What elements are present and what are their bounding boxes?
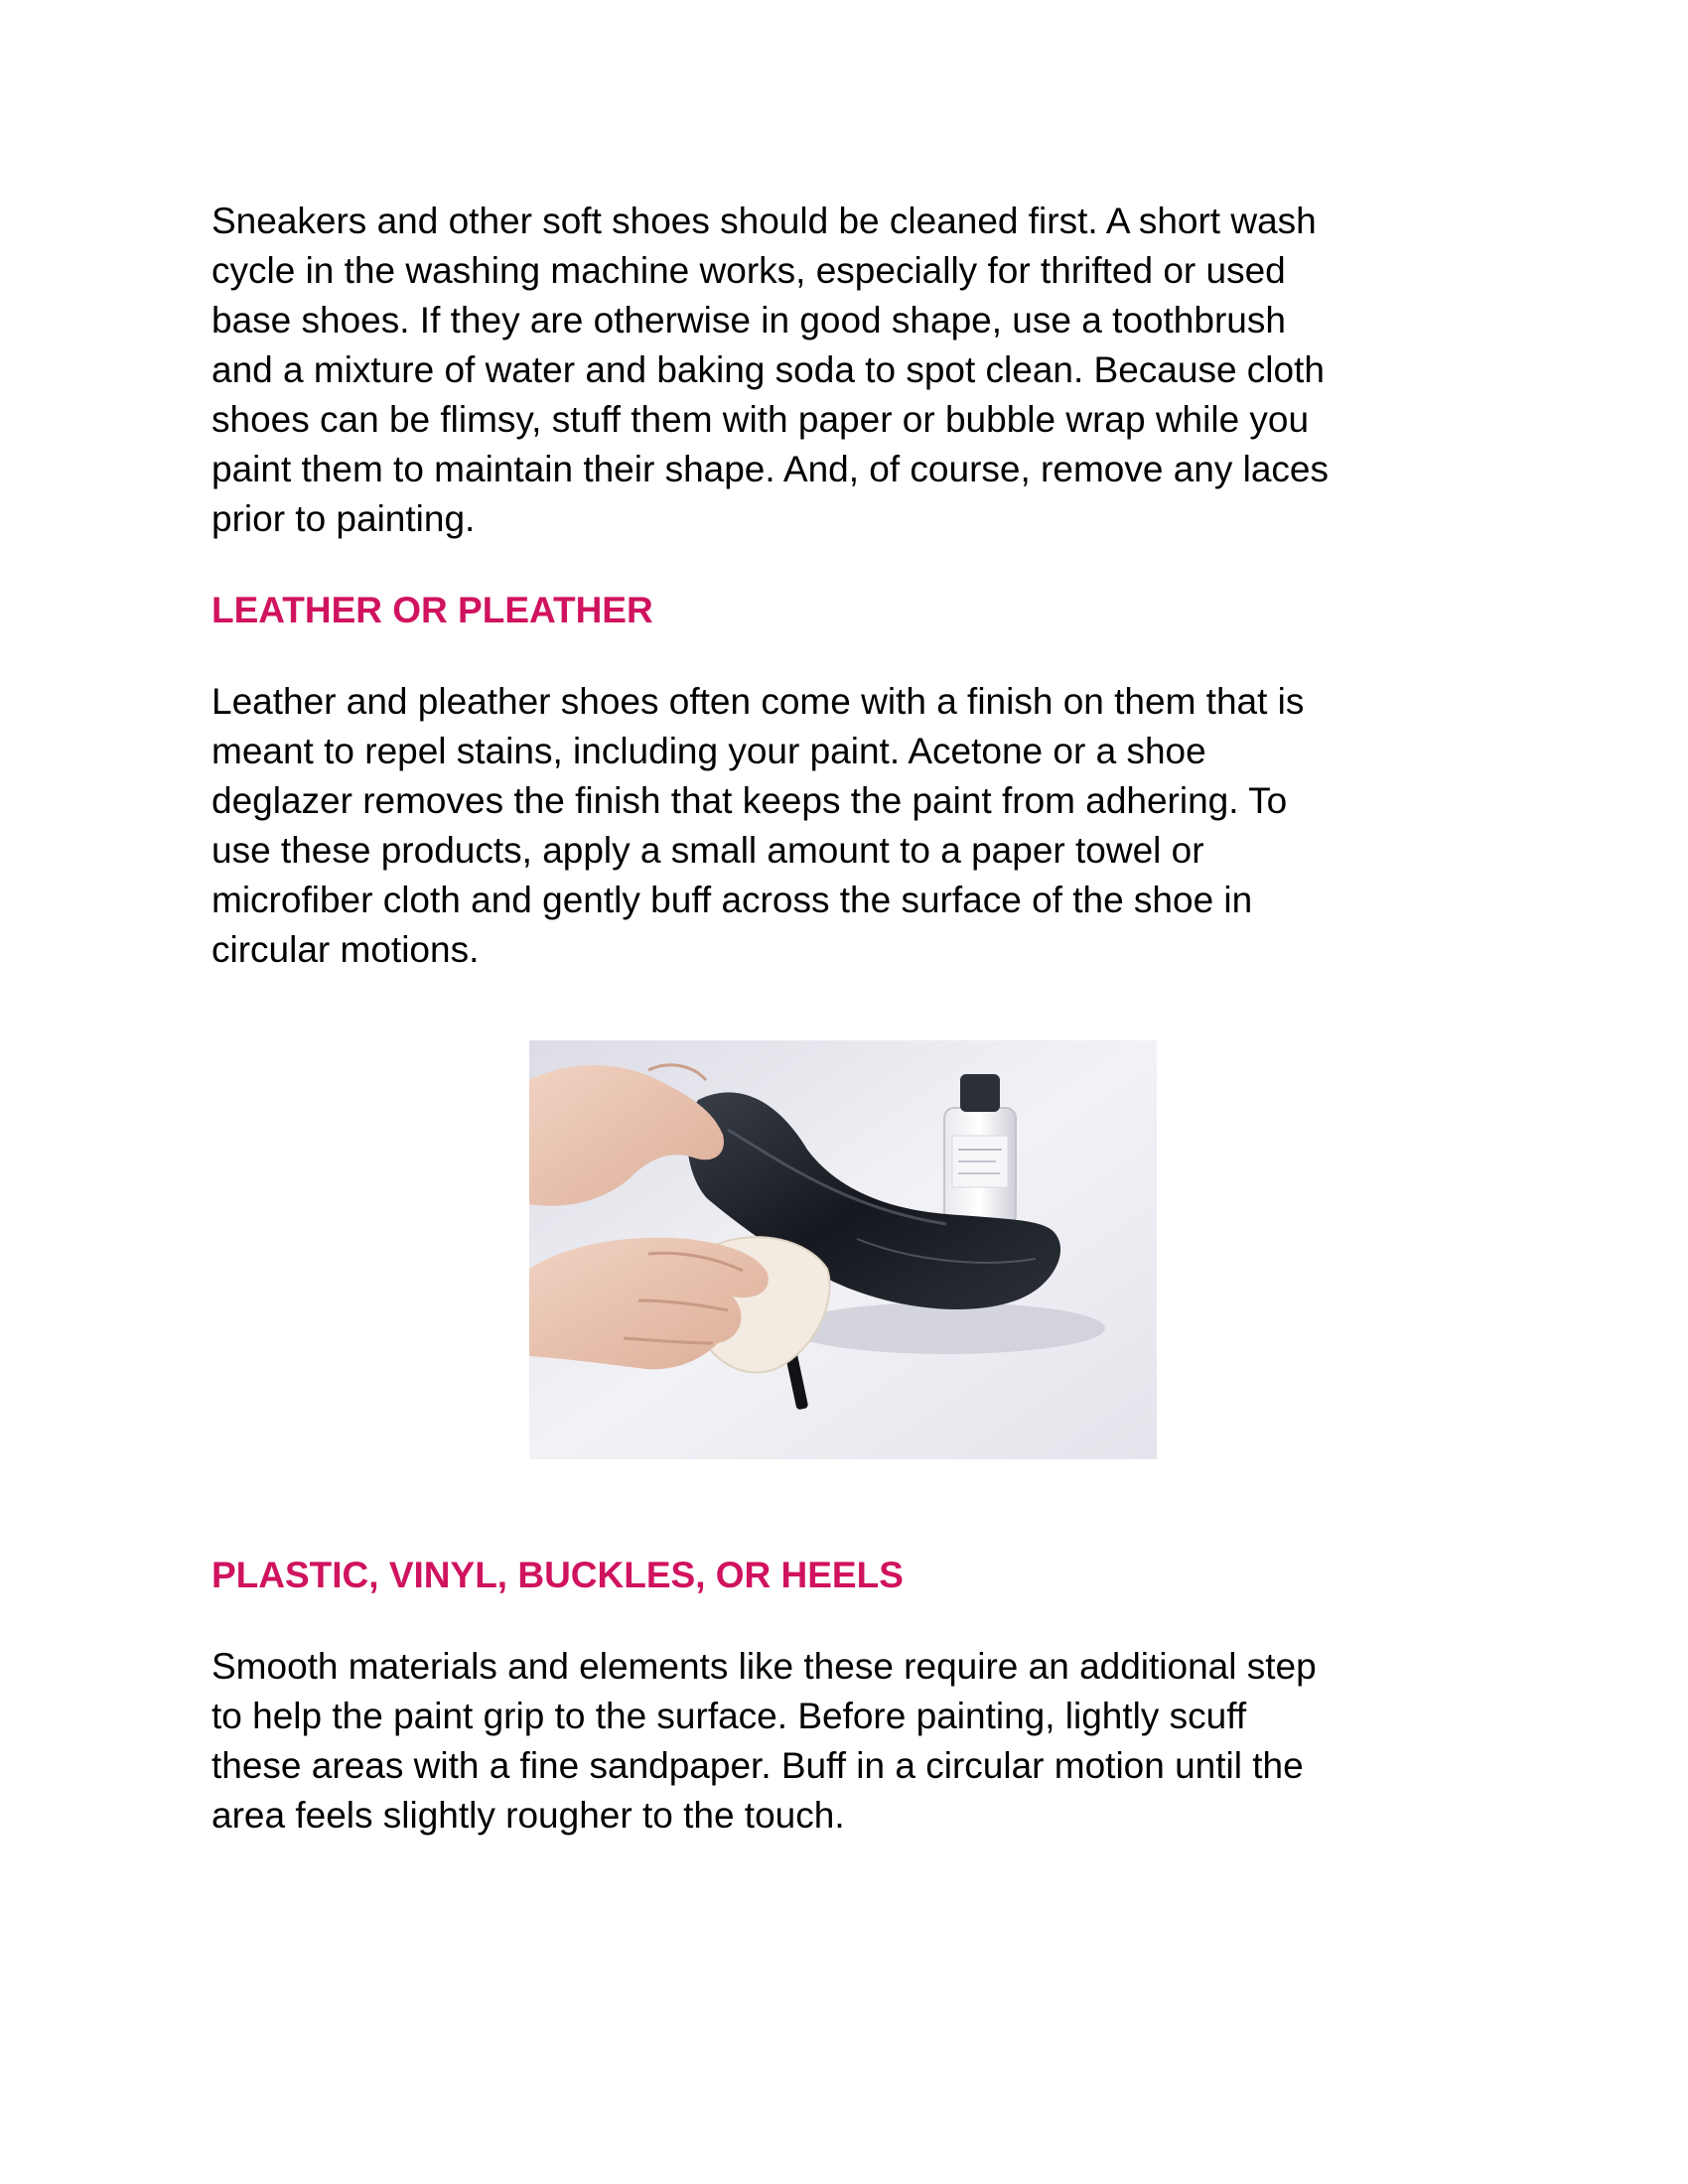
intro-paragraph	[211, 197, 1329, 544]
leather-line: meant to repel stains, including your paint. Acetone or a shoe	[211, 731, 1206, 771]
intro-line: Sneakers and other soft shoes should be cleaned first. A short wash	[211, 201, 1317, 241]
leather-line: circular motions.	[211, 929, 480, 970]
shoe-cleaning-photo	[529, 1040, 1157, 1459]
leather-line: deglazer removes the finish that keeps the paint from adhering. To	[211, 780, 1288, 821]
plastic-line: area feels slightly rougher to the touch.	[211, 1795, 845, 1836]
intro-line: shoes can be flimsy, stuff them with paper or bubble wrap while you	[211, 399, 1310, 440]
leather-line: microfiber cloth and gently buff across the surface of the shoe in	[211, 880, 1253, 920]
leather-line: Leather and pleather shoes often come with a finish on them that is	[211, 681, 1305, 722]
intro-line: base shoes. If they are otherwise in good shape, use a toothbrush	[211, 300, 1286, 341]
intro-line: and a mixture of water and baking soda to spot clean. Because cloth	[211, 349, 1325, 390]
intro-line: cycle in the washing machine works, especially for thrifted or used	[211, 250, 1286, 291]
leather-line: use these products, apply a small amount to a paper towel or	[211, 830, 1204, 871]
plastic-line: Smooth materials and elements like these require an additional step	[211, 1646, 1317, 1687]
leather-heading: LEATHER OR PLEATHER	[211, 590, 653, 630]
plastic-line: these areas with a fine sandpaper. Buff in a circular motion until the	[211, 1745, 1304, 1786]
plastic-paragraph	[211, 1642, 1317, 1841]
intro-line: prior to painting.	[211, 498, 476, 539]
intro-line: paint them to maintain their shape. And, of course, remove any laces	[211, 449, 1330, 489]
leather-paragraph	[211, 677, 1304, 975]
plastic-line: to help the paint grip to the surface. Before painting, lightly scuff	[211, 1696, 1247, 1736]
plastic-heading: PLASTIC, VINYL, BUCKLES, OR HEELS	[211, 1555, 904, 1595]
